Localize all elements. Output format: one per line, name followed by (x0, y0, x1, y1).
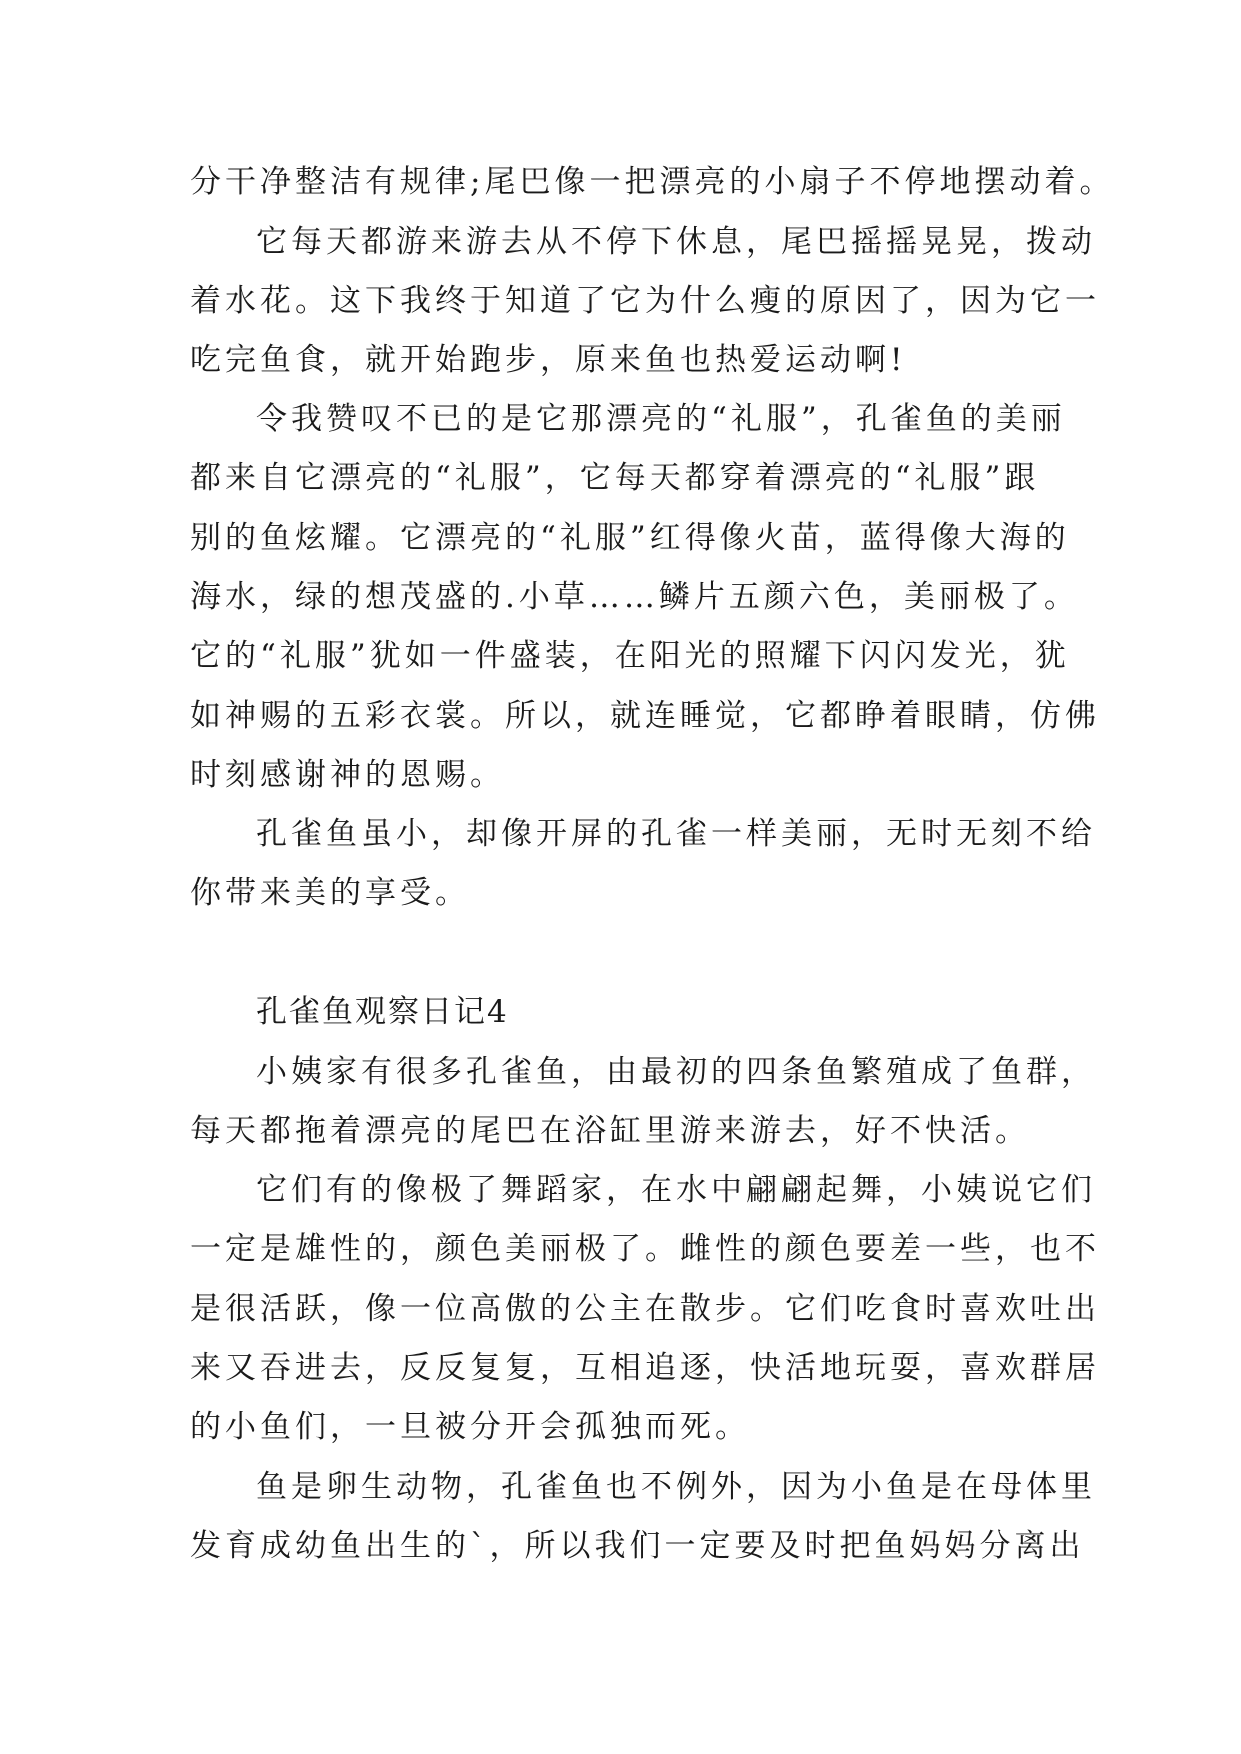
paragraph-start-line: 它每天都游来游去从不停下休息，尾巴摇摇晃晃，拨动 (256, 224, 1096, 260)
text-line: 着水花。这下我终于知道了它为什么瘦的原因了，因为它一 (190, 283, 1100, 319)
text-line: 吃完鱼食，就开始跑步，原来鱼也热爱运动啊! (190, 342, 907, 378)
text-line: 发育成幼鱼出生的`，所以我们一定要及时把鱼妈妈分离出 (190, 1528, 1085, 1564)
text-line: 它的“礼服”犹如一件盛装，在阳光的照耀下闪闪发光，犹 (190, 638, 1070, 674)
text-line: 的小鱼们，一旦被分开会孤独而死。 (190, 1409, 750, 1445)
paragraph-start-line: 令我赞叹不已的是它那漂亮的“礼服”，孔雀鱼的美丽 (256, 401, 1066, 437)
paragraph-start-line: 小姨家有很多孔雀鱼，由最初的四条鱼繁殖成了鱼群， (256, 1054, 1096, 1090)
text-line: 都来自它漂亮的“礼服”，它每天都穿着漂亮的“礼服”跟 (190, 460, 1040, 496)
paragraph-start-line: 鱼是卵生动物，孔雀鱼也不例外，因为小鱼是在母体里 (256, 1469, 1096, 1505)
text-line: 分干净整洁有规律;尾巴像一把漂亮的小扇子不停地摆动着。 (190, 164, 1115, 200)
text-line: 来又吞进去，反反复复，互相追逐，快活地玩耍，喜欢群居 (190, 1350, 1100, 1386)
text-line: 一定是雄性的，颜色美丽极了。雌性的颜色要差一些，也不 (190, 1231, 1100, 1267)
section-title: 孔雀鱼观察日记4 (256, 994, 509, 1030)
paragraph-start-line: 它们有的像极了舞蹈家，在水中翩翩起舞，小姨说它们 (256, 1172, 1096, 1208)
text-line: 时刻感谢神的恩赐。 (190, 757, 505, 793)
text-line: 别的鱼炫耀。它漂亮的“礼服”红得像火苗，蓝得像大海的 (190, 520, 1070, 556)
text-line: 海水，绿的想茂盛的.小草……鳞片五颜六色，美丽极了。 (190, 579, 1079, 615)
text-line: 每天都拖着漂亮的尾巴在浴缸里游来游去，好不快活。 (190, 1113, 1030, 1149)
text-line: 如神赐的五彩衣裳。所以，就连睡觉，它都睁着眼睛，仿佛 (190, 698, 1100, 734)
paragraph-start-line: 孔雀鱼虽小，却像开屏的孔雀一样美丽，无时无刻不给 (256, 816, 1096, 852)
text-line: 你带来美的享受。 (190, 875, 470, 911)
text-line: 是很活跃，像一位高傲的公主在散步。它们吃食时喜欢吐出 (190, 1291, 1100, 1327)
